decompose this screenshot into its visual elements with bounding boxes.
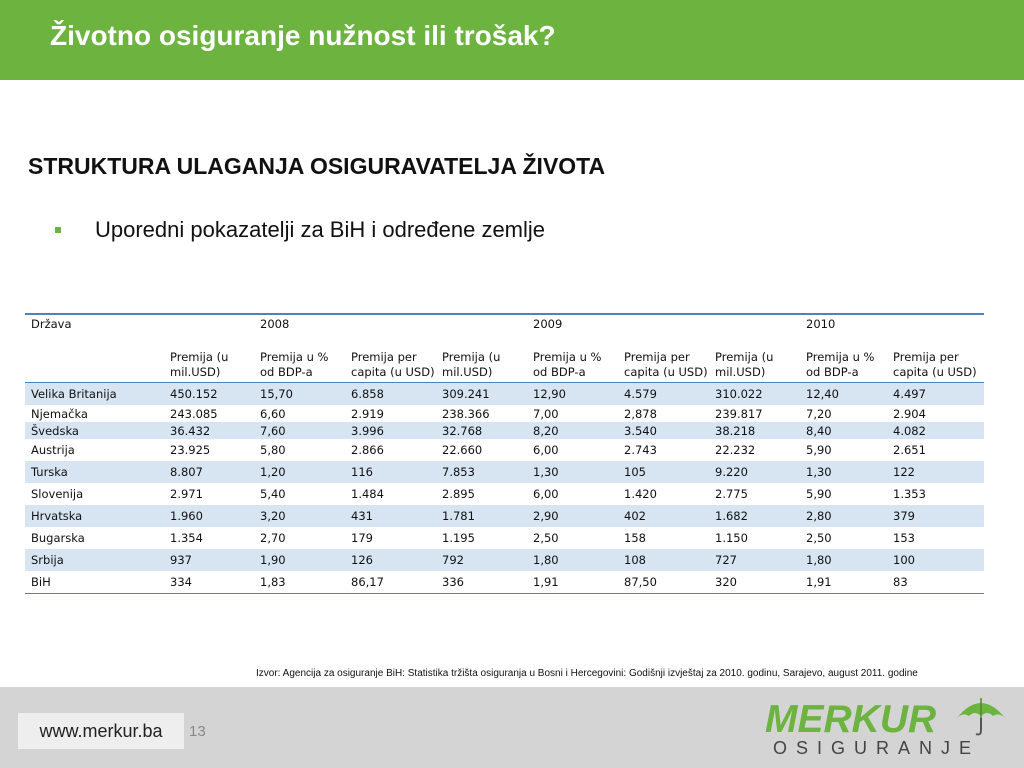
value-cell: 108 [618, 549, 709, 571]
table-row [25, 439, 984, 461]
country-cell: Njemačka [31, 406, 88, 421]
logo-subtitle: OSIGURANJE [773, 738, 981, 758]
table-row [25, 383, 984, 406]
merkur-logo [765, 694, 1015, 764]
table-row [25, 527, 984, 549]
country-cell: Austrija [31, 443, 75, 457]
column-header: Premija per capita (u USD) [345, 333, 436, 383]
value-cell: 4.497 [887, 383, 984, 406]
value-cell: 158 [624, 531, 646, 545]
value-cell: 153 [893, 531, 915, 545]
value-cell: 1.960 [164, 505, 254, 527]
column-header: Premija (u mil.USD) [436, 333, 527, 383]
value-cell: 6,00 [533, 443, 559, 457]
umbrella-icon [953, 694, 1009, 740]
value-cell: 126 [345, 549, 436, 571]
value-cell: 727 [709, 549, 800, 571]
value-cell: 8,20 [527, 422, 618, 439]
value-cell: 379 [887, 505, 984, 527]
value-cell: 1,20 [254, 461, 345, 483]
value-cell: 5,90 [806, 487, 832, 501]
country-cell: Velika Britanija [25, 383, 164, 406]
value-cell: 5,90 [806, 443, 832, 457]
value-cell: 243.085 [170, 406, 218, 421]
table-row [25, 505, 984, 527]
value-cell: 9.220 [709, 461, 800, 483]
value-cell: 4.082 [887, 422, 984, 439]
value-cell: 12,90 [527, 383, 618, 406]
value-cell: 6,60 [260, 406, 286, 421]
value-cell: 2,70 [260, 531, 286, 545]
year-header: 2009 [527, 314, 618, 333]
column-header: Premija (u mil.USD) [709, 333, 800, 383]
source-note: Izvor: Agencija za osiguranje BiH: Statistika tržišta osiguranja u Bosni i Hercegovini: Godišnji izvještaj za 2010. godinu, Sarajevo, august 2011. godine [256, 668, 918, 679]
value-cell: 2.919 [351, 406, 384, 421]
value-cell: 8,40 [800, 422, 887, 439]
value-cell: 2,80 [800, 505, 887, 527]
value-cell: 1.353 [893, 487, 926, 501]
bullet-text: Uporedni pokazatelji za BiH i određene zemlje [95, 217, 546, 242]
value-cell: 2.895 [442, 487, 475, 501]
value-cell: 2.651 [893, 443, 926, 457]
column-header: Premija per capita (u USD) [618, 333, 709, 383]
value-cell: 12,40 [800, 383, 887, 406]
table-row [25, 405, 984, 422]
section-heading: STRUKTURA ULAGANJA OSIGURAVATELJA ŽIVOTA [28, 153, 606, 179]
slide-title: Životno osiguranje nužnost ili trošak? [50, 20, 556, 51]
value-cell: 2.775 [715, 487, 748, 501]
year-header: 2008 [254, 314, 345, 333]
value-cell: 2.866 [351, 443, 384, 457]
table-row [25, 422, 984, 439]
value-cell: 1,30 [800, 461, 887, 483]
value-cell: 4.579 [618, 383, 709, 406]
value-cell: 3,20 [254, 505, 345, 527]
country-column-header: Država [25, 314, 164, 333]
value-cell: 1,80 [527, 549, 618, 571]
value-cell: 5,40 [260, 487, 286, 501]
value-cell: 1.484 [351, 487, 384, 501]
table-row [25, 571, 984, 594]
value-cell: 2.904 [893, 406, 926, 421]
value-cell: 2.743 [624, 443, 657, 457]
country-cell: Bugarska [31, 531, 85, 545]
value-cell: 5,80 [260, 443, 286, 457]
column-header: Premija (u mil.USD) [164, 333, 254, 383]
value-cell: 1,90 [254, 549, 345, 571]
value-cell: 83 [893, 575, 908, 589]
column-header: Premija u % od BDP-a [254, 333, 345, 383]
value-cell: 22.232 [715, 443, 756, 457]
value-cell: 2,50 [533, 531, 559, 545]
value-cell: 1.195 [442, 531, 475, 545]
value-cell: 22.660 [442, 443, 483, 457]
value-cell: 3.540 [618, 422, 709, 439]
value-cell: 7.853 [436, 461, 527, 483]
column-header: Premija u % od BDP-a [527, 333, 618, 383]
value-cell: 8.807 [164, 461, 254, 483]
value-cell: 1.150 [715, 531, 748, 545]
value-cell: 431 [345, 505, 436, 527]
value-cell: 1,80 [800, 549, 887, 571]
value-cell: 6,00 [533, 487, 559, 501]
value-cell: 1,91 [533, 575, 559, 589]
value-cell: 937 [164, 549, 254, 571]
title-bar [0, 0, 1024, 80]
value-cell: 450.152 [164, 383, 254, 406]
value-cell: 792 [436, 549, 527, 571]
value-cell: 15,70 [254, 383, 345, 406]
country-cell: BiH [31, 575, 51, 589]
value-cell: 7,00 [533, 406, 559, 421]
year-header: 2010 [800, 314, 887, 333]
value-cell: 1.781 [436, 505, 527, 527]
table-body [25, 383, 984, 594]
value-cell: 100 [887, 549, 984, 571]
value-cell: 2,50 [806, 531, 832, 545]
country-cell: Švedska [25, 422, 164, 439]
value-cell: 86,17 [351, 575, 384, 589]
value-cell: 402 [618, 505, 709, 527]
value-cell: 122 [887, 461, 984, 483]
value-cell: 239.817 [715, 406, 763, 421]
value-cell: 1,91 [806, 575, 832, 589]
value-cell: 179 [351, 531, 373, 545]
value-cell: 309.241 [436, 383, 527, 406]
country-cell: Slovenija [31, 487, 84, 501]
value-cell: 310.022 [709, 383, 800, 406]
value-cell: 238.366 [442, 406, 490, 421]
value-cell: 3.996 [345, 422, 436, 439]
value-cell: 36.432 [164, 422, 254, 439]
value-cell: 336 [442, 575, 464, 589]
column-header: Premija u % od BDP-a [800, 333, 887, 383]
value-cell: 1.682 [709, 505, 800, 527]
bullet-item [55, 217, 545, 243]
value-cell: 116 [345, 461, 436, 483]
value-cell: 105 [618, 461, 709, 483]
value-cell: 2.971 [170, 487, 203, 501]
logo-wordmark: MERKUR [765, 698, 937, 741]
value-cell: 1,83 [260, 575, 286, 589]
value-cell: 320 [715, 575, 737, 589]
value-cell: 7,20 [806, 406, 832, 421]
value-cell: 7,60 [254, 422, 345, 439]
value-cell: 1.354 [170, 531, 203, 545]
value-cell: 23.925 [170, 443, 211, 457]
column-header: Premija per capita (u USD) [887, 333, 984, 383]
page-number: 13 [189, 723, 206, 740]
country-cell: Hrvatska [25, 505, 164, 527]
table-row [25, 461, 984, 483]
table-row [25, 483, 984, 505]
square-bullet-icon [55, 227, 61, 233]
value-cell: 1,30 [527, 461, 618, 483]
value-cell: 2,90 [527, 505, 618, 527]
country-cell: Turska [25, 461, 164, 483]
country-cell: Srbija [25, 549, 164, 571]
table-row [25, 549, 984, 571]
value-cell: 334 [170, 575, 192, 589]
website-link[interactable]: www.merkur.ba [18, 713, 184, 749]
value-cell: 32.768 [436, 422, 527, 439]
insurance-comparison-table [25, 313, 984, 594]
value-cell: 1.420 [624, 487, 657, 501]
value-cell: 38.218 [709, 422, 800, 439]
value-cell: 2,878 [624, 406, 657, 421]
value-cell: 6.858 [345, 383, 436, 406]
value-cell: 87,50 [624, 575, 657, 589]
